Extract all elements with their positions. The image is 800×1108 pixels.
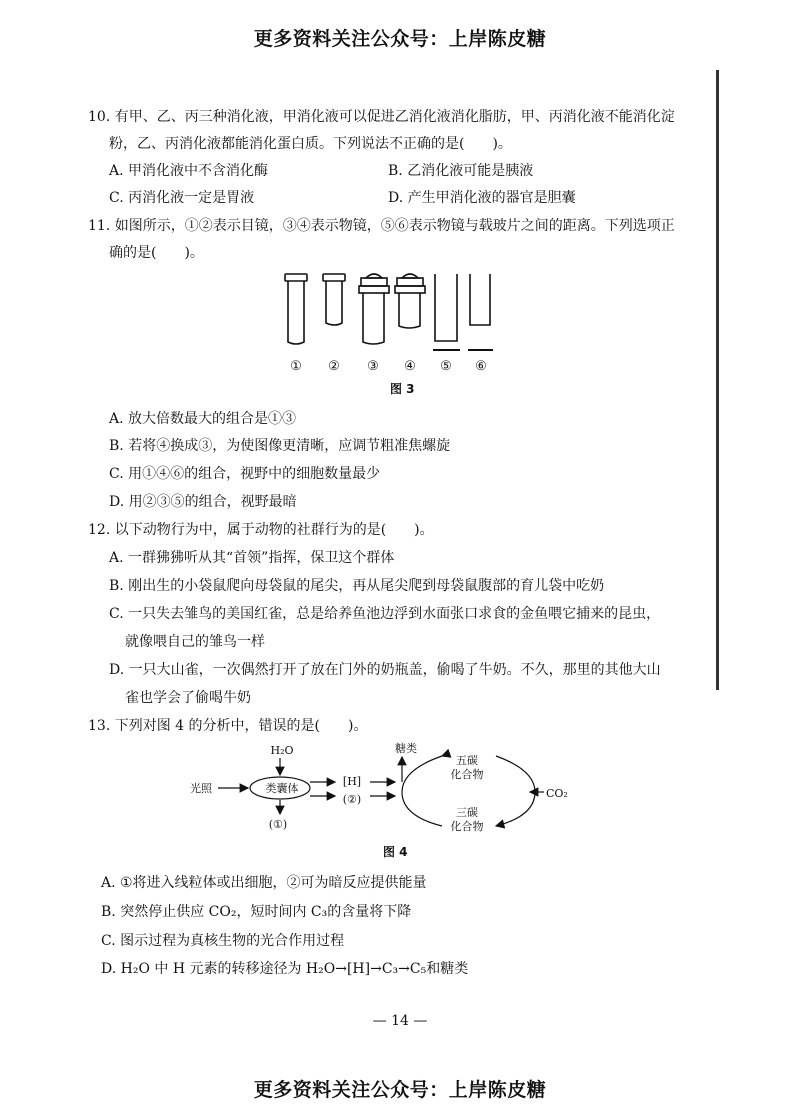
- q10-stem-line2: 粉，乙、丙消化液都能消化蛋白质。下列说法不正确的是( )。: [109, 136, 512, 152]
- q12-option-d-line1: D. 一只大山雀，一次偶然打开了放在门外的奶瓶盖，偷喝了牛奶。不久，那里的其他大山: [109, 662, 661, 678]
- q13-option-a: A. ①将进入线粒体或出细胞，②可为暗反应提供能量: [101, 875, 427, 891]
- q11-option-a: A. 放大倍数最大的组合是①③: [109, 411, 297, 427]
- q13-option-b: B. 突然停止供应 CO₂，短时间内 C₃的含量将下降: [101, 904, 412, 920]
- q12-option-c-line2: 就像喂自己的雏鸟一样: [125, 634, 265, 650]
- figure-4-caption: 图 4: [383, 845, 408, 859]
- fig4-c5-label-1: 五碳: [456, 754, 478, 767]
- fig4-co2-label: CO₂: [546, 787, 568, 800]
- distance-short: [433, 274, 460, 350]
- distance-long: [468, 274, 493, 350]
- q11-option-b: B. 若将④换成③，为使图像更清晰，应调节粗准焦螺旋: [109, 438, 451, 454]
- fig4-c3-label-2: 化合物: [450, 820, 484, 833]
- eyepiece-short: [323, 274, 345, 325]
- q11-option-d: D. 用②③⑤的组合，视野最暗: [109, 494, 297, 510]
- fig4-nadph-label: [H]: [342, 775, 362, 788]
- q10-stem-line1: 10. 有甲、乙、丙三种消化液，甲消化液可以促进乙消化液消化脂肪，甲、丙消化液不能消化淀: [88, 109, 675, 125]
- q11-stem-line1: 11. 如图所示，①②表示目镜，③④表示物镜，⑤⑥表示物镜与载玻片之间的距离。下列选项正: [88, 218, 675, 234]
- header-banner: 更多资料关注公众号：上岸陈皮糖: [253, 28, 547, 50]
- eyepiece-long: [285, 274, 307, 344]
- fig3-label-3: ③: [367, 359, 379, 374]
- figure-3-caption: 图 3: [390, 382, 415, 396]
- fig4-light-label: 光照: [190, 782, 212, 795]
- footer-banner: 更多资料关注公众号：上岸陈皮糖: [253, 1079, 547, 1101]
- q12-option-c-line1: C. 一只失去雏鸟的美国红雀，总是给养鱼池边浮到水面张口求食的金鱼喂它捕来的昆虫，: [109, 606, 661, 622]
- q11-option-c: C. 用①④⑥的组合，视野中的细胞数量最少: [109, 466, 381, 482]
- objective-long: [359, 274, 389, 344]
- q12-option-b: B. 刚出生的小袋鼠爬向母袋鼠的尾尖，再从尾尖爬到母袋鼠腹部的育儿袋中吃奶: [109, 578, 605, 594]
- objective-short: [395, 274, 425, 328]
- figure-3-microscope-lenses: [270, 266, 510, 376]
- q13-option-d: D. H₂O 中 H 元素的转移途径为 H₂O→[H]→C₃→C₅和糖类: [101, 961, 469, 977]
- fig4-thylakoid-label: 类囊体: [265, 782, 299, 795]
- fig4-sugar-label: 糖类: [395, 742, 417, 755]
- page-number: — 14 —: [372, 1013, 428, 1029]
- fig4-c3-label-1: 三碳: [456, 806, 478, 819]
- fig4-product-1-label: (①): [268, 818, 288, 831]
- fig3-label-1: ①: [290, 359, 302, 374]
- fig3-label-2: ②: [328, 359, 340, 374]
- fig4-c5-label-2: 化合物: [450, 768, 484, 781]
- q12-stem: 12. 以下动物行为中，属于动物的社群行为的是( )。: [88, 522, 434, 538]
- q11-stem-line2: 确的是( )。: [109, 245, 204, 261]
- fig3-label-5: ⑤: [440, 359, 452, 374]
- q10-option-b: B. 乙消化液可能是胰液: [388, 163, 534, 179]
- fig3-label-4: ④: [404, 359, 416, 374]
- q13-stem: 13. 下列对图 4 的分析中，错误的是( )。: [88, 718, 368, 734]
- q10-option-d: D. 产生甲消化液的器官是胆囊: [388, 190, 576, 206]
- scan-edge-line: [716, 70, 719, 690]
- q13-option-c: C. 图示过程为真核生物的光合作用过程: [101, 933, 345, 949]
- fig3-label-6: ⑥: [475, 359, 487, 374]
- q12-option-d-line2: 雀也学会了偷喝牛奶: [125, 690, 251, 706]
- fig4-h2o-label: H₂O: [270, 744, 294, 757]
- q12-option-a: A. 一群狒狒听从其“首领”指挥，保卫这个群体: [109, 550, 395, 566]
- fig4-product-2-label: (②): [342, 793, 362, 806]
- figure-4-photosynthesis-diagram: [190, 740, 590, 840]
- q10-option-a: A. 甲消化液中不含消化酶: [109, 163, 269, 179]
- q10-option-c: C. 丙消化液一定是胃液: [109, 190, 255, 206]
